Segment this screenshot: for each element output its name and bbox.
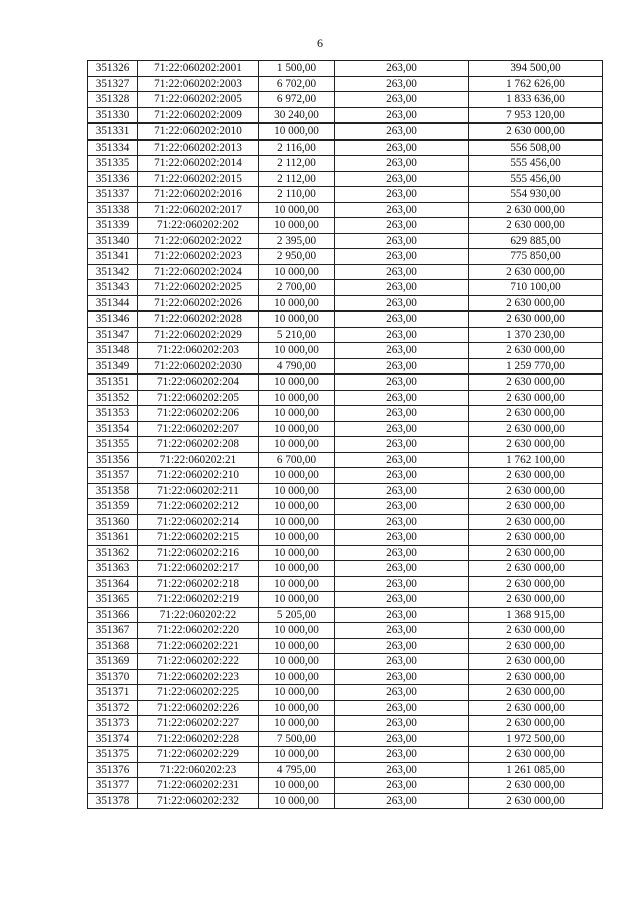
rate-cell: 263,00 [335,483,469,499]
table-row [88,327,603,343]
value-cell: 2 630 000,00 [469,295,603,311]
rate-cell: 263,00 [335,374,469,390]
cadastral-number-cell: 71:22:060202:217 [138,561,259,577]
table-row [88,638,603,654]
value-cell: 2 630 000,00 [469,218,603,234]
rate-cell: 263,00 [335,140,469,156]
cadastral-number-cell: 71:22:060202:211 [138,483,259,499]
cadastral-number-cell: 71:22:060202:2024 [138,264,259,280]
rate-cell: 263,00 [335,545,469,561]
table-row [88,156,603,172]
area-cell: 6 700,00 [259,452,335,468]
table-body [88,61,603,809]
cadastral-number-cell: 71:22:060202:206 [138,406,259,422]
cadastral-number-cell: 71:22:060202:221 [138,638,259,654]
value-cell: 1 368 915,00 [469,607,603,623]
cadastral-number-cell: 71:22:060202:223 [138,669,259,685]
rate-cell: 263,00 [335,390,469,406]
table-row [88,421,603,437]
table-row [88,716,603,732]
area-cell: 10 000,00 [259,716,335,732]
row-id-cell: 351328 [88,92,138,108]
area-cell: 10 000,00 [259,499,335,515]
rate-cell: 263,00 [335,778,469,794]
cadastral-number-cell: 71:22:060202:203 [138,343,259,359]
rate-cell: 263,00 [335,358,469,374]
table-row [88,202,603,218]
value-cell: 2 630 000,00 [469,514,603,530]
table-row [88,249,603,265]
value-cell: 2 630 000,00 [469,669,603,685]
value-cell: 2 630 000,00 [469,202,603,218]
cadastral-number-cell: 71:22:060202:2025 [138,280,259,296]
value-cell: 2 630 000,00 [469,747,603,763]
value-cell: 2 630 000,00 [469,778,603,794]
rate-cell: 263,00 [335,218,469,234]
table-row [88,607,603,623]
table-row [88,358,603,374]
cadastral-number-cell: 71:22:060202:232 [138,793,259,809]
rate-cell: 263,00 [335,327,469,343]
rate-cell: 263,00 [335,669,469,685]
row-id-cell: 351339 [88,218,138,234]
value-cell: 2 630 000,00 [469,123,603,140]
rate-cell: 263,00 [335,638,469,654]
value-cell: 710 100,00 [469,280,603,296]
table-row [88,295,603,311]
value-cell: 2 630 000,00 [469,716,603,732]
rate-cell: 263,00 [335,264,469,280]
rate-cell: 263,00 [335,716,469,732]
row-id-cell: 351327 [88,76,138,92]
row-id-cell: 351374 [88,731,138,747]
row-id-cell: 351371 [88,685,138,701]
area-cell: 30 240,00 [259,107,335,123]
row-id-cell: 351347 [88,327,138,343]
area-cell: 10 000,00 [259,123,335,140]
rate-cell: 263,00 [335,685,469,701]
table-row [88,731,603,747]
area-cell: 10 000,00 [259,623,335,639]
area-cell: 10 000,00 [259,202,335,218]
area-cell: 6 702,00 [259,76,335,92]
area-cell: 10 000,00 [259,778,335,794]
row-id-cell: 351355 [88,437,138,453]
row-id-cell: 351338 [88,202,138,218]
cadastral-number-cell: 71:22:060202:21 [138,452,259,468]
value-cell: 1 762 100,00 [469,452,603,468]
rate-cell: 263,00 [335,156,469,172]
table-row [88,92,603,108]
row-id-cell: 351342 [88,264,138,280]
area-cell: 10 000,00 [259,264,335,280]
value-cell: 2 630 000,00 [469,483,603,499]
rate-cell: 263,00 [335,514,469,530]
area-cell: 2 950,00 [259,249,335,265]
row-id-cell: 351364 [88,576,138,592]
cadastral-number-cell: 71:22:060202:2005 [138,92,259,108]
cadastral-number-cell: 71:22:060202:2022 [138,233,259,249]
value-cell: 2 630 000,00 [469,700,603,716]
table-row [88,793,603,809]
rate-cell: 263,00 [335,499,469,515]
value-cell: 1 370 230,00 [469,327,603,343]
rate-cell: 263,00 [335,530,469,546]
value-cell: 7 953 120,00 [469,107,603,123]
rate-cell: 263,00 [335,793,469,809]
area-cell: 6 972,00 [259,92,335,108]
row-id-cell: 351365 [88,592,138,608]
row-id-cell: 351336 [88,171,138,187]
area-cell: 10 000,00 [259,669,335,685]
row-id-cell: 351335 [88,156,138,172]
table-row [88,514,603,530]
area-cell: 10 000,00 [259,747,335,763]
area-cell: 10 000,00 [259,343,335,359]
row-id-cell: 351340 [88,233,138,249]
value-cell: 1 261 085,00 [469,762,603,778]
area-cell: 10 000,00 [259,483,335,499]
value-cell: 629 885,00 [469,233,603,249]
area-cell: 1 500,00 [259,61,335,77]
table-row [88,592,603,608]
row-id-cell: 351346 [88,311,138,327]
rate-cell: 263,00 [335,249,469,265]
value-cell: 555 456,00 [469,171,603,187]
rate-cell: 263,00 [335,202,469,218]
row-id-cell: 351372 [88,700,138,716]
row-id-cell: 351367 [88,623,138,639]
cadastral-number-cell: 71:22:060202:2009 [138,107,259,123]
cadastral-number-cell: 71:22:060202:218 [138,576,259,592]
rate-cell: 263,00 [335,592,469,608]
row-id-cell: 351363 [88,561,138,577]
row-id-cell: 351361 [88,530,138,546]
value-cell: 2 630 000,00 [469,685,603,701]
value-cell: 2 630 000,00 [469,530,603,546]
value-cell: 2 630 000,00 [469,545,603,561]
area-cell: 10 000,00 [259,530,335,546]
table-row [88,778,603,794]
table-row [88,264,603,280]
cadastral-number-cell: 71:22:060202:22 [138,607,259,623]
table-row [88,437,603,453]
rate-cell: 263,00 [335,747,469,763]
row-id-cell: 351331 [88,123,138,140]
area-cell: 5 210,00 [259,327,335,343]
area-cell: 10 000,00 [259,685,335,701]
value-cell: 2 630 000,00 [469,638,603,654]
cadastral-number-cell: 71:22:060202:212 [138,499,259,515]
cadastral-number-cell: 71:22:060202:202 [138,218,259,234]
row-id-cell: 351375 [88,747,138,763]
value-cell: 2 630 000,00 [469,576,603,592]
area-cell: 10 000,00 [259,374,335,390]
cadastral-number-cell: 71:22:060202:2030 [138,358,259,374]
table-row [88,654,603,670]
rate-cell: 263,00 [335,452,469,468]
value-cell: 2 630 000,00 [469,437,603,453]
value-cell: 556 508,00 [469,140,603,156]
table-row [88,762,603,778]
area-cell: 10 000,00 [259,295,335,311]
cadastral-number-cell: 71:22:060202:205 [138,390,259,406]
value-cell: 2 630 000,00 [469,623,603,639]
area-cell: 4 795,00 [259,762,335,778]
table-row [88,685,603,701]
table-row [88,343,603,359]
value-cell: 2 630 000,00 [469,421,603,437]
area-cell: 5 205,00 [259,607,335,623]
table-row [88,61,603,77]
rate-cell: 263,00 [335,61,469,77]
rate-cell: 263,00 [335,187,469,203]
rate-cell: 263,00 [335,576,469,592]
table-row [88,468,603,484]
cadastral-number-cell: 71:22:060202:231 [138,778,259,794]
area-cell: 10 000,00 [259,793,335,809]
row-id-cell: 351360 [88,514,138,530]
table-row [88,390,603,406]
cadastral-number-cell: 71:22:060202:207 [138,421,259,437]
cadastral-number-cell: 71:22:060202:2023 [138,249,259,265]
table-row [88,233,603,249]
area-cell: 10 000,00 [259,514,335,530]
row-id-cell: 351344 [88,295,138,311]
rate-cell: 263,00 [335,280,469,296]
table-row [88,123,603,140]
table-row [88,561,603,577]
row-id-cell: 351378 [88,793,138,809]
rate-cell: 263,00 [335,295,469,311]
table-row [88,545,603,561]
area-cell: 2 395,00 [259,233,335,249]
area-cell: 7 500,00 [259,731,335,747]
cadastral-number-cell: 71:22:060202:2013 [138,140,259,156]
land-registry-table [87,60,603,809]
cadastral-number-cell: 71:22:060202:229 [138,747,259,763]
row-id-cell: 351356 [88,452,138,468]
rate-cell: 263,00 [335,233,469,249]
area-cell: 10 000,00 [259,700,335,716]
area-cell: 2 112,00 [259,156,335,172]
value-cell: 2 630 000,00 [469,499,603,515]
area-cell: 2 116,00 [259,140,335,156]
cadastral-number-cell: 71:22:060202:228 [138,731,259,747]
cadastral-number-cell: 71:22:060202:204 [138,374,259,390]
table-row [88,311,603,327]
row-id-cell: 351370 [88,669,138,685]
value-cell: 2 630 000,00 [469,654,603,670]
row-id-cell: 351377 [88,778,138,794]
table-row [88,280,603,296]
rate-cell: 263,00 [335,731,469,747]
rate-cell: 263,00 [335,343,469,359]
row-id-cell: 351369 [88,654,138,670]
value-cell: 2 630 000,00 [469,311,603,327]
area-cell: 10 000,00 [259,576,335,592]
area-cell: 4 790,00 [259,358,335,374]
rate-cell: 263,00 [335,762,469,778]
rate-cell: 263,00 [335,92,469,108]
area-cell: 10 000,00 [259,437,335,453]
cadastral-number-cell: 71:22:060202:2028 [138,311,259,327]
cadastral-number-cell: 71:22:060202:2003 [138,76,259,92]
table-row [88,669,603,685]
rate-cell: 263,00 [335,421,469,437]
cadastral-number-cell: 71:22:060202:214 [138,514,259,530]
value-cell: 1 762 626,00 [469,76,603,92]
row-id-cell: 351343 [88,280,138,296]
row-id-cell: 351330 [88,107,138,123]
rate-cell: 263,00 [335,311,469,327]
cadastral-number-cell: 71:22:060202:2014 [138,156,259,172]
rate-cell: 263,00 [335,700,469,716]
cadastral-number-cell: 71:22:060202:2016 [138,187,259,203]
value-cell: 394 500,00 [469,61,603,77]
value-cell: 1 972 500,00 [469,731,603,747]
rate-cell: 263,00 [335,171,469,187]
row-id-cell: 351351 [88,374,138,390]
cadastral-number-cell: 71:22:060202:2017 [138,202,259,218]
table-row [88,747,603,763]
cadastral-number-cell: 71:22:060202:2001 [138,61,259,77]
value-cell: 2 630 000,00 [469,592,603,608]
cadastral-number-cell: 71:22:060202:227 [138,716,259,732]
table-row [88,218,603,234]
table-row [88,374,603,390]
table-row [88,140,603,156]
cadastral-number-cell: 71:22:060202:23 [138,762,259,778]
cadastral-number-cell: 71:22:060202:216 [138,545,259,561]
table-row [88,76,603,92]
cadastral-number-cell: 71:22:060202:2010 [138,123,259,140]
cadastral-number-cell: 71:22:060202:2029 [138,327,259,343]
value-cell: 2 630 000,00 [469,406,603,422]
value-cell: 775 850,00 [469,249,603,265]
area-cell: 10 000,00 [259,468,335,484]
value-cell: 1 833 636,00 [469,92,603,108]
row-id-cell: 351326 [88,61,138,77]
row-id-cell: 351366 [88,607,138,623]
row-id-cell: 351373 [88,716,138,732]
cadastral-number-cell: 71:22:060202:222 [138,654,259,670]
rate-cell: 263,00 [335,607,469,623]
page-number: 6 [317,36,323,50]
row-id-cell: 351362 [88,545,138,561]
rate-cell: 263,00 [335,468,469,484]
rate-cell: 263,00 [335,406,469,422]
area-cell: 10 000,00 [259,545,335,561]
cadastral-number-cell: 71:22:060202:220 [138,623,259,639]
table-row [88,700,603,716]
row-id-cell: 351352 [88,390,138,406]
cadastral-number-cell: 71:22:060202:210 [138,468,259,484]
rate-cell: 263,00 [335,437,469,453]
rate-cell: 263,00 [335,654,469,670]
area-cell: 10 000,00 [259,638,335,654]
table-row [88,530,603,546]
row-id-cell: 351357 [88,468,138,484]
area-cell: 10 000,00 [259,390,335,406]
area-cell: 10 000,00 [259,421,335,437]
row-id-cell: 351334 [88,140,138,156]
rate-cell: 263,00 [335,623,469,639]
area-cell: 10 000,00 [259,218,335,234]
row-id-cell: 351353 [88,406,138,422]
value-cell: 2 630 000,00 [469,468,603,484]
cadastral-number-cell: 71:22:060202:219 [138,592,259,608]
value-cell: 2 630 000,00 [469,343,603,359]
area-cell: 2 110,00 [259,187,335,203]
area-cell: 2 700,00 [259,280,335,296]
cadastral-number-cell: 71:22:060202:2026 [138,295,259,311]
rate-cell: 263,00 [335,561,469,577]
value-cell: 2 630 000,00 [469,390,603,406]
row-id-cell: 351359 [88,499,138,515]
row-id-cell: 351341 [88,249,138,265]
row-id-cell: 351368 [88,638,138,654]
value-cell: 2 630 000,00 [469,374,603,390]
cadastral-number-cell: 71:22:060202:208 [138,437,259,453]
value-cell: 554 930,00 [469,187,603,203]
area-cell: 2 112,00 [259,171,335,187]
value-cell: 2 630 000,00 [469,793,603,809]
cadastral-number-cell: 71:22:060202:215 [138,530,259,546]
area-cell: 10 000,00 [259,406,335,422]
table-row [88,623,603,639]
row-id-cell: 351348 [88,343,138,359]
cadastral-number-cell: 71:22:060202:2015 [138,171,259,187]
value-cell: 555 456,00 [469,156,603,172]
value-cell: 2 630 000,00 [469,264,603,280]
cadastral-number-cell: 71:22:060202:225 [138,685,259,701]
row-id-cell: 351337 [88,187,138,203]
table-row [88,171,603,187]
rate-cell: 263,00 [335,76,469,92]
row-id-cell: 351354 [88,421,138,437]
table-row [88,406,603,422]
value-cell: 2 630 000,00 [469,561,603,577]
cadastral-number-cell: 71:22:060202:226 [138,700,259,716]
table-row [88,107,603,123]
area-cell: 10 000,00 [259,592,335,608]
area-cell: 10 000,00 [259,654,335,670]
value-cell: 1 259 770,00 [469,358,603,374]
table-row [88,452,603,468]
area-cell: 10 000,00 [259,311,335,327]
table-row [88,483,603,499]
table-row [88,576,603,592]
table-row [88,187,603,203]
row-id-cell: 351358 [88,483,138,499]
table-row [88,499,603,515]
row-id-cell: 351376 [88,762,138,778]
rate-cell: 263,00 [335,107,469,123]
area-cell: 10 000,00 [259,561,335,577]
row-id-cell: 351349 [88,358,138,374]
rate-cell: 263,00 [335,123,469,140]
